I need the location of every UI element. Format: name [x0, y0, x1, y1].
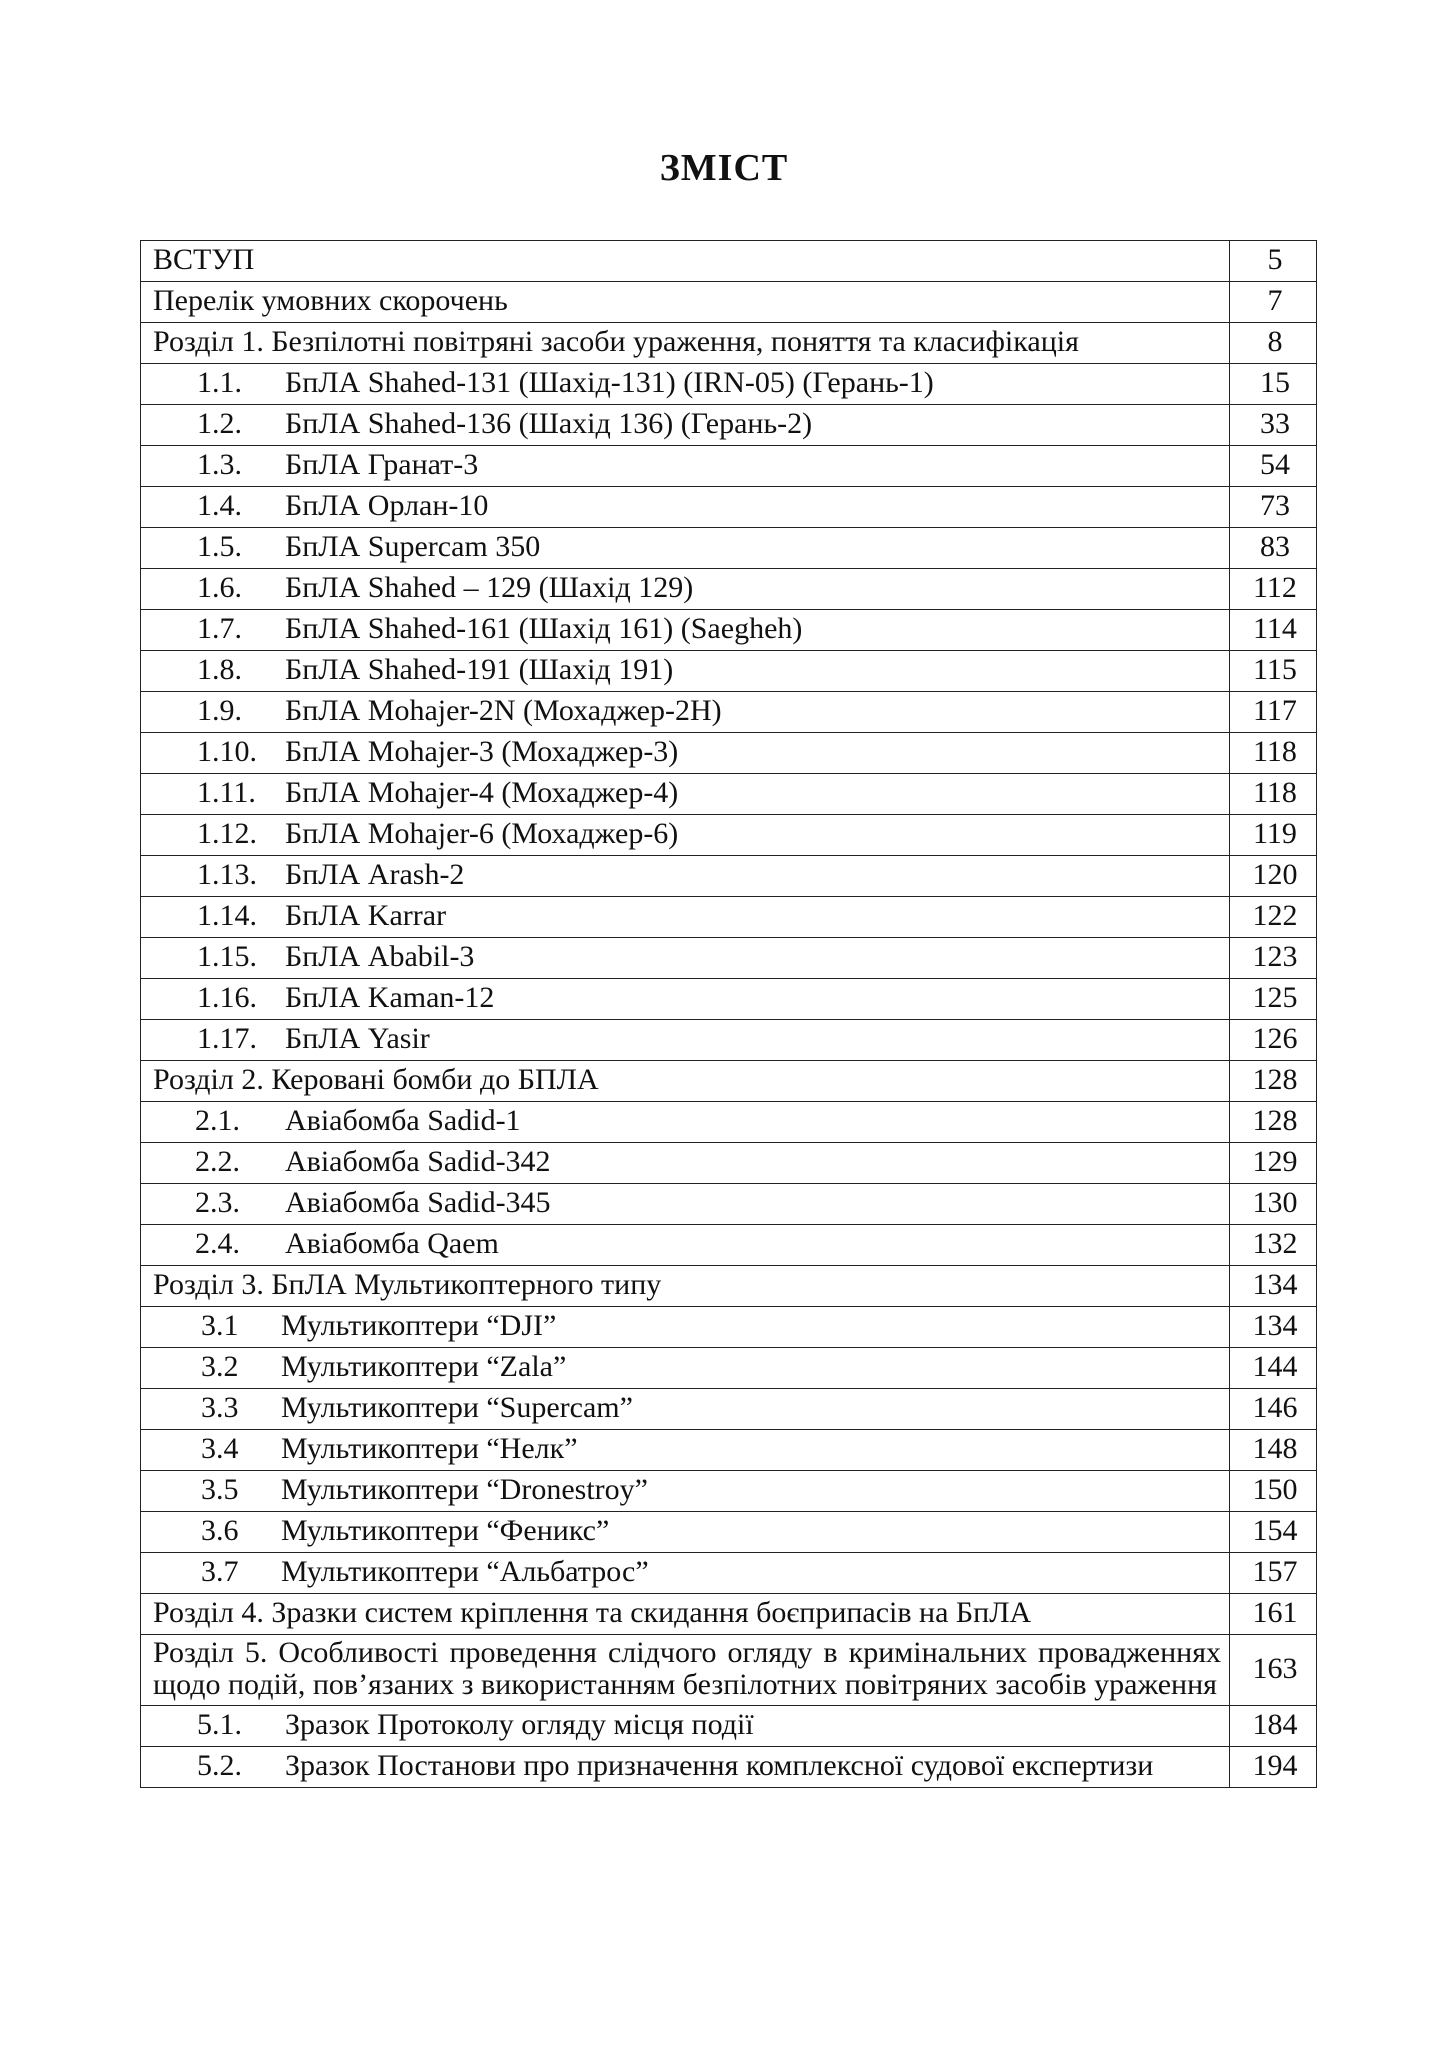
toc-entry-title: Розділ 4. Зразки систем кріплення та скидання боєприпасів на БпЛА: [153, 1596, 1032, 1629]
toc-row: [141, 1512, 1317, 1553]
toc-entry-title: БпЛА Shahed-191 (Шахід 191): [285, 653, 674, 686]
toc-entry-title: Перелік умовних скорочень: [153, 284, 508, 317]
toc-row: [141, 1635, 1317, 1706]
toc-entry-cell: [141, 1553, 1230, 1594]
toc-entry-title: БпЛА Shahed-131 (Шахід-131) (IRN-05) (Герань-1): [285, 366, 934, 399]
toc-subentry: [153, 613, 1221, 645]
toc-subentry: [153, 1310, 1221, 1342]
toc-entry-number: 3.7: [201, 1555, 239, 1588]
toc-entry-number: 3.5: [201, 1473, 239, 1506]
toc-subentry: [153, 900, 1221, 932]
toc-row: [141, 733, 1317, 774]
toc-row: [141, 897, 1317, 938]
toc-row: [141, 774, 1317, 815]
toc-entry-cell: [141, 1307, 1230, 1348]
toc-entry-cell: [141, 1430, 1230, 1471]
toc-entry-title: БпЛА Shahed-136 (Шахід 136) (Герань-2): [285, 407, 813, 440]
toc-entry-title: Мультикоптери “Supercam”: [281, 1391, 633, 1424]
toc-row: [141, 323, 1317, 364]
toc-entry-number: 2.2.: [195, 1145, 240, 1178]
toc-entry-cell: [141, 282, 1230, 323]
toc-entry-cell: [141, 1635, 1230, 1706]
toc-entry-cell: [141, 1389, 1230, 1430]
toc-page-number: 33: [1230, 405, 1317, 446]
toc-page-number: 161: [1230, 1594, 1317, 1635]
toc-page-number: 5: [1230, 241, 1317, 282]
toc-entry-title: БпЛА Mohajer-2N (Мохаджер-2Н): [285, 694, 722, 727]
toc-entry-number: 3.4: [201, 1432, 239, 1465]
toc-subentry: [153, 449, 1221, 481]
toc-entry-cell: [141, 897, 1230, 938]
toc-entry-number: 5.2.: [197, 1749, 242, 1782]
toc-entry-number: 5.1.: [197, 1708, 242, 1741]
toc-entry-number: 3.3: [201, 1391, 239, 1424]
toc-entry-title: БпЛА Kaman-12: [285, 981, 495, 1014]
toc-subentry: [153, 1515, 1221, 1547]
toc-entry-number: 3.2: [201, 1350, 239, 1383]
toc-entry-title: БпЛА Arash-2: [285, 858, 465, 891]
toc-subentry: [153, 777, 1221, 809]
toc-page-number: 194: [1230, 1747, 1317, 1788]
toc-page-number: 7: [1230, 282, 1317, 323]
toc-entry-cell: [141, 938, 1230, 979]
toc-entry-cell: [141, 1747, 1230, 1788]
toc-page-number: 120: [1230, 856, 1317, 897]
toc-page-number: 8: [1230, 323, 1317, 364]
toc-row: [141, 1184, 1317, 1225]
toc-subentry: [153, 1392, 1221, 1424]
toc-entry-cell: [141, 1594, 1230, 1635]
toc-entry-cell: [141, 733, 1230, 774]
toc-row: [141, 405, 1317, 446]
toc-entry-number: 2.4.: [195, 1227, 240, 1260]
toc-entry-cell: [141, 1061, 1230, 1102]
toc-entry-title: Авіабомба Sadid-345: [285, 1186, 551, 1219]
toc-row: [141, 1225, 1317, 1266]
toc-row: [141, 610, 1317, 651]
toc-page-number: 125: [1230, 979, 1317, 1020]
toc-entry-title: Мультикоптери “Dronestroy”: [281, 1473, 648, 1506]
toc-row: [141, 1706, 1317, 1747]
toc-subentry: [153, 1146, 1221, 1178]
toc-page-number: 126: [1230, 1020, 1317, 1061]
toc-row: [141, 1553, 1317, 1594]
toc-entry-number: 1.13.: [197, 858, 257, 891]
toc-subentry: [153, 1105, 1221, 1137]
toc-subentry: [153, 490, 1221, 522]
toc-subentry: [153, 859, 1221, 891]
toc-entry-title: Розділ 2. Керовані бомби до БПЛА: [153, 1063, 599, 1096]
toc-entry-cell: [141, 1266, 1230, 1307]
toc-subentry: [153, 1228, 1221, 1260]
toc-page-number: 184: [1230, 1706, 1317, 1747]
toc-subentry: [153, 695, 1221, 727]
toc-entry-cell: [141, 487, 1230, 528]
toc-row: [141, 1020, 1317, 1061]
toc-row: [141, 1348, 1317, 1389]
toc-entry-title: Зразок Постанови про призначення комплексної судової експертизи: [285, 1749, 1154, 1782]
toc-row: [141, 364, 1317, 405]
toc-entry-title: Авіабомба Qaem: [285, 1227, 499, 1260]
toc-row: [141, 446, 1317, 487]
toc-row: [141, 651, 1317, 692]
toc-entry-title: Розділ 5. Особливості проведення слідчого огляду в кримінальних провадженнях щодо подій, пов’язаних з використанням безпілотних повітряних засобів ураження: [153, 1636, 1221, 1701]
toc-entry-title: БпЛА Yasir: [285, 1022, 430, 1055]
toc-page-number: 83: [1230, 528, 1317, 569]
toc-entry-cell: [141, 1225, 1230, 1266]
toc-entry-number: 1.10.: [197, 735, 257, 768]
toc-row: [141, 938, 1317, 979]
toc-page-number: 134: [1230, 1266, 1317, 1307]
toc-subentry: [153, 736, 1221, 768]
toc-entry-title: БпЛА Гранат-3: [285, 448, 479, 481]
toc-entry-cell: [141, 610, 1230, 651]
toc-page-number: 144: [1230, 1348, 1317, 1389]
toc-entry-title: Авіабомба Sadid-342: [285, 1145, 551, 1178]
toc-page-number: 154: [1230, 1512, 1317, 1553]
toc-page-number: 123: [1230, 938, 1317, 979]
toc-entry-cell: [141, 651, 1230, 692]
toc-page-number: 148: [1230, 1430, 1317, 1471]
toc-entry-cell: [141, 528, 1230, 569]
toc-entry-number: 1.12.: [197, 817, 257, 850]
toc-entry-title: Мультикоптери “Нелк”: [281, 1432, 578, 1465]
toc-page-number: 129: [1230, 1143, 1317, 1184]
toc-row: [141, 528, 1317, 569]
toc-entry-title: ВСТУП: [153, 243, 255, 276]
toc-entry-title: Розділ 1. Безпілотні повітряні засоби ураження, поняття та класифікація: [153, 325, 1079, 358]
toc-row: [141, 1102, 1317, 1143]
toc-entry-cell: [141, 241, 1230, 282]
toc-row: [141, 1430, 1317, 1471]
toc-entry-number: 1.7.: [197, 612, 242, 645]
toc-page-number: 122: [1230, 897, 1317, 938]
toc-subentry: [153, 1023, 1221, 1055]
toc-entry-cell: [141, 364, 1230, 405]
toc-entry-number: 3.1: [201, 1309, 239, 1342]
toc-page-number: 112: [1230, 569, 1317, 610]
toc-entry-title: БпЛА Karrar: [285, 899, 447, 932]
toc-entry-number: 1.16.: [197, 981, 257, 1014]
toc-subentry: [153, 654, 1221, 686]
toc-row: [141, 487, 1317, 528]
toc-row: [141, 692, 1317, 733]
toc-entry-title: Мультикоптери “Феникс”: [281, 1514, 610, 1547]
toc-entry-number: 1.5.: [197, 530, 242, 563]
toc-entry-title: БпЛА Supercam 350: [285, 530, 541, 563]
toc-entry-title: БпЛА Shahed – 129 (Шахід 129): [285, 571, 694, 604]
toc-entry-title: БпЛА Mohajer-4 (Мохаджер-4): [285, 776, 679, 809]
toc-entry-number: 1.3.: [197, 448, 242, 481]
toc-entry-number: 1.9.: [197, 694, 242, 727]
toc-row: [141, 815, 1317, 856]
toc-page-number: 117: [1230, 692, 1317, 733]
toc-entry-number: 2.3.: [195, 1186, 240, 1219]
toc-entry-title: Мультикоптери “Zala”: [281, 1350, 567, 1383]
toc-row: [141, 1747, 1317, 1788]
toc-entry-cell: [141, 323, 1230, 364]
toc-row: [141, 1143, 1317, 1184]
toc-entry-cell: [141, 569, 1230, 610]
toc-row: [141, 241, 1317, 282]
toc-page-number: 118: [1230, 774, 1317, 815]
toc-row: [141, 1266, 1317, 1307]
toc-entry-title: Розділ 3. БпЛА Мультикоптерного типу: [153, 1268, 662, 1301]
toc-entry-cell: [141, 1471, 1230, 1512]
toc-entry-cell: [141, 815, 1230, 856]
toc-page-number: 157: [1230, 1553, 1317, 1594]
toc-entry-title: Авіабомба Sadid-1: [285, 1104, 521, 1137]
toc-row: [141, 1594, 1317, 1635]
toc-page-number: 118: [1230, 733, 1317, 774]
toc-entry-cell: [141, 1143, 1230, 1184]
toc-entry-title: БпЛА Орлан-10: [285, 489, 489, 522]
toc-entry-number: 1.6.: [197, 571, 242, 604]
toc-entry-number: 1.2.: [197, 407, 242, 440]
toc-entry-cell: [141, 446, 1230, 487]
toc-subentry: [153, 1351, 1221, 1383]
toc-page-number: 150: [1230, 1471, 1317, 1512]
toc-entry-cell: [141, 692, 1230, 733]
toc-row: [141, 1471, 1317, 1512]
toc-entry-number: 1.17.: [197, 1022, 257, 1055]
toc-entry-title: БпЛА Mohajer-3 (Мохаджер-3): [285, 735, 679, 768]
toc-subentry: [153, 1750, 1221, 1782]
toc-page-number: 54: [1230, 446, 1317, 487]
toc-subentry: [153, 408, 1221, 440]
toc-entry-cell: [141, 1102, 1230, 1143]
toc-page-number: 73: [1230, 487, 1317, 528]
toc-subentry: [153, 1709, 1221, 1741]
toc-page-number: 119: [1230, 815, 1317, 856]
toc-subentry: [153, 531, 1221, 563]
toc-entry-number: 1.1.: [197, 366, 242, 399]
toc-entry-cell: [141, 856, 1230, 897]
toc-entry-title: Зразок Протоколу огляду місця події: [285, 1708, 754, 1741]
toc-subentry: [153, 572, 1221, 604]
toc-page-number: 15: [1230, 364, 1317, 405]
toc-row: [141, 1307, 1317, 1348]
toc-entry-title: Мультикоптери “Альбатрос”: [281, 1555, 649, 1588]
toc-entry-number: 3.6: [201, 1514, 239, 1547]
toc-page-number: 128: [1230, 1061, 1317, 1102]
toc-entry-cell: [141, 405, 1230, 446]
toc-entry-number: 1.11.: [197, 776, 256, 809]
toc-subentry: [153, 941, 1221, 973]
toc-entry-number: 1.14.: [197, 899, 257, 932]
toc-row: [141, 1061, 1317, 1102]
toc-page-number: 115: [1230, 651, 1317, 692]
toc-row: [141, 856, 1317, 897]
toc-entry-title: БпЛА Mohajer-6 (Мохаджер-6): [285, 817, 679, 850]
toc-subentry: [153, 1474, 1221, 1506]
toc-row: [141, 1389, 1317, 1430]
toc-entry-title: БпЛА Ababil-3: [285, 940, 475, 973]
toc-page-number: 128: [1230, 1102, 1317, 1143]
toc-row: [141, 569, 1317, 610]
toc-subentry: [153, 1187, 1221, 1219]
toc-entry-cell: [141, 1020, 1230, 1061]
toc-subentry: [153, 367, 1221, 399]
toc-entry-cell: [141, 1348, 1230, 1389]
toc-row: [141, 979, 1317, 1020]
toc-entry-number: 1.4.: [197, 489, 242, 522]
toc-entry-number: 1.15.: [197, 940, 257, 973]
toc-page-number: 132: [1230, 1225, 1317, 1266]
toc-subentry: [153, 1433, 1221, 1465]
toc-entry-title: БпЛА Shahed-161 (Шахід 161) (Saegheh): [285, 612, 803, 645]
toc-entry-cell: [141, 1512, 1230, 1553]
toc-entry-number: 1.8.: [197, 653, 242, 686]
toc-entry-cell: [141, 1184, 1230, 1225]
toc-page-number: 114: [1230, 610, 1317, 651]
toc-row: [141, 282, 1317, 323]
table-of-contents: [140, 240, 1317, 1788]
toc-page-number: 146: [1230, 1389, 1317, 1430]
toc-page-number: 130: [1230, 1184, 1317, 1225]
toc-page-number: 163: [1230, 1635, 1317, 1706]
toc-subentry: [153, 818, 1221, 850]
page-title: ЗМІСТ: [659, 147, 789, 189]
toc-entry-title: Мультикоптери “DJI”: [281, 1309, 557, 1342]
toc-subentry: [153, 1556, 1221, 1588]
toc-entry-number: 2.1.: [195, 1104, 240, 1137]
toc-entry-cell: [141, 979, 1230, 1020]
toc-entry-cell: [141, 1706, 1230, 1747]
toc-page-number: 134: [1230, 1307, 1317, 1348]
toc-subentry: [153, 982, 1221, 1014]
toc-entry-cell: [141, 774, 1230, 815]
